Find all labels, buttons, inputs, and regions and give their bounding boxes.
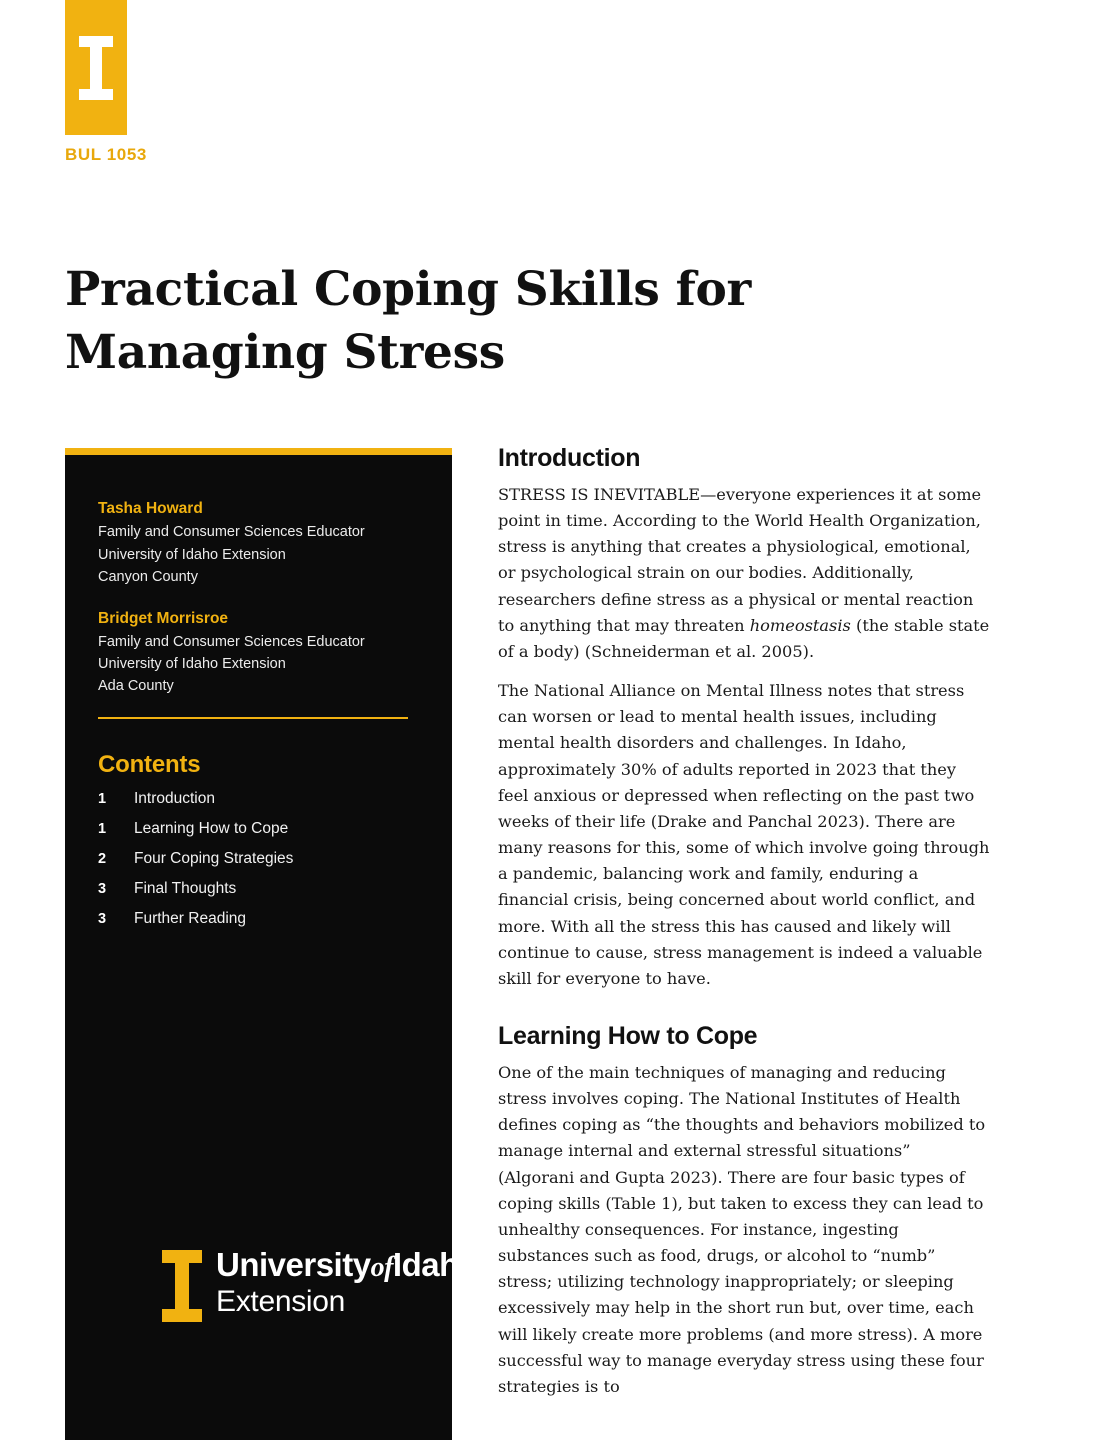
bulletin-number: BUL 1053 xyxy=(65,145,147,164)
toc-item[interactable] xyxy=(98,850,428,868)
author-name: Bridget Morrisroe xyxy=(98,609,229,627)
toc-item[interactable] xyxy=(98,820,428,838)
section-heading-learning-how-to-cope: Learning How to Cope xyxy=(498,1021,758,1050)
author-entry xyxy=(98,498,428,588)
author-role: Family and Consumer Sciences Educator xyxy=(98,524,365,541)
logo-idaho-word: Idaho xyxy=(392,1246,479,1283)
sidebar-top-rule xyxy=(65,448,452,455)
university-mark-block xyxy=(65,0,127,135)
article-body xyxy=(498,444,990,1413)
toc-label: Further Reading xyxy=(134,910,247,927)
toc-label: Learning How to Cope xyxy=(134,820,289,837)
toc-page-number: 2 xyxy=(98,851,107,867)
toc-page-number: 3 xyxy=(98,911,107,927)
toc-page-number: 1 xyxy=(98,791,107,807)
sidebar-panel xyxy=(65,448,479,1440)
author-affiliation: University of Idaho Extension xyxy=(98,656,286,673)
author-entry xyxy=(98,608,428,698)
block-i-icon xyxy=(162,1250,202,1322)
toc-item[interactable] xyxy=(98,880,428,898)
contents-heading: Contents xyxy=(98,751,201,778)
paragraph xyxy=(498,678,990,992)
toc-page-number: 3 xyxy=(98,881,107,897)
toc-item[interactable] xyxy=(98,790,428,808)
author-location: Canyon County xyxy=(98,568,198,585)
logo-extension-word: Extension xyxy=(216,1284,346,1318)
sidebar-divider xyxy=(98,717,408,719)
university-extension-logo xyxy=(162,1248,478,1322)
paragraph xyxy=(498,1060,990,1400)
paragraph-text: STRESS IS INEVITABLE—everyone experiences it at some point in time. According to the World Health Organization, stress is anything that creates a physiological, emotional, or psychological strain on our bodies. Additionally, researchers define stress as a physical or mental reaction to anything that may threaten homeostasis (the stable state of a body) (Schneiderman et al. 2005). xyxy=(498,485,990,661)
table-of-contents xyxy=(98,790,428,940)
author-location: Ada County xyxy=(98,678,174,695)
paragraph-text: The National Alliance on Mental Illness notes that stress can worsen or lead to mental health issues, including mental health disorders and challenges. In Idaho, approximately 30% of adults reported in 2023 that they feel anxious or depressed when reflecting on the past two weeks of their life (Drake and Panchal 2023). There are many reasons for this, some of which involve going through a pandemic, balancing work and family, enduring a financial crisis, being concerned about world conflict, and more. With all the stress this has caused and likely will continue to cause, stress management is indeed a valuable skill for everyone to have. xyxy=(498,681,990,988)
section-heading-introduction: Introduction xyxy=(498,444,641,472)
toc-page-number: 1 xyxy=(98,821,107,837)
author-list xyxy=(98,498,428,717)
logo-university-word: University xyxy=(216,1246,371,1283)
toc-label: Final Thoughts xyxy=(134,880,237,897)
paragraph-text: One of the main techniques of managing and reducing stress involves coping. The National Institutes of Health defines coping as “the thoughts and behaviors mobilized to manage internal and external stressful situations” (Algorani and Gupta 2023). There are four basic types of coping skills (Table 1), but taken to excess they can lead to unhealthy consequences. For instance, ingesting substances such as food, drugs, or alcohol to “numb” stress; utilizing technology inappropriately; or sleeping excessively may help in the short run but, over time, each will likely create more problems (and more stress). A more successful way to manage everyday stress using these four strategies is to xyxy=(498,1062,986,1396)
paragraph xyxy=(498,482,990,665)
logo-of-word: of xyxy=(370,1252,393,1283)
author-affiliation: University of Idaho Extension xyxy=(98,546,286,563)
author-name: Tasha Howard xyxy=(98,500,203,517)
toc-label: Four Coping Strategies xyxy=(134,850,294,867)
page-title: Practical Coping Skills for Managing Stress xyxy=(65,262,752,380)
author-role: Family and Consumer Sciences Educator xyxy=(98,634,365,651)
toc-label: Introduction xyxy=(134,790,215,807)
block-i-icon xyxy=(79,36,113,100)
toc-item[interactable] xyxy=(98,910,428,928)
